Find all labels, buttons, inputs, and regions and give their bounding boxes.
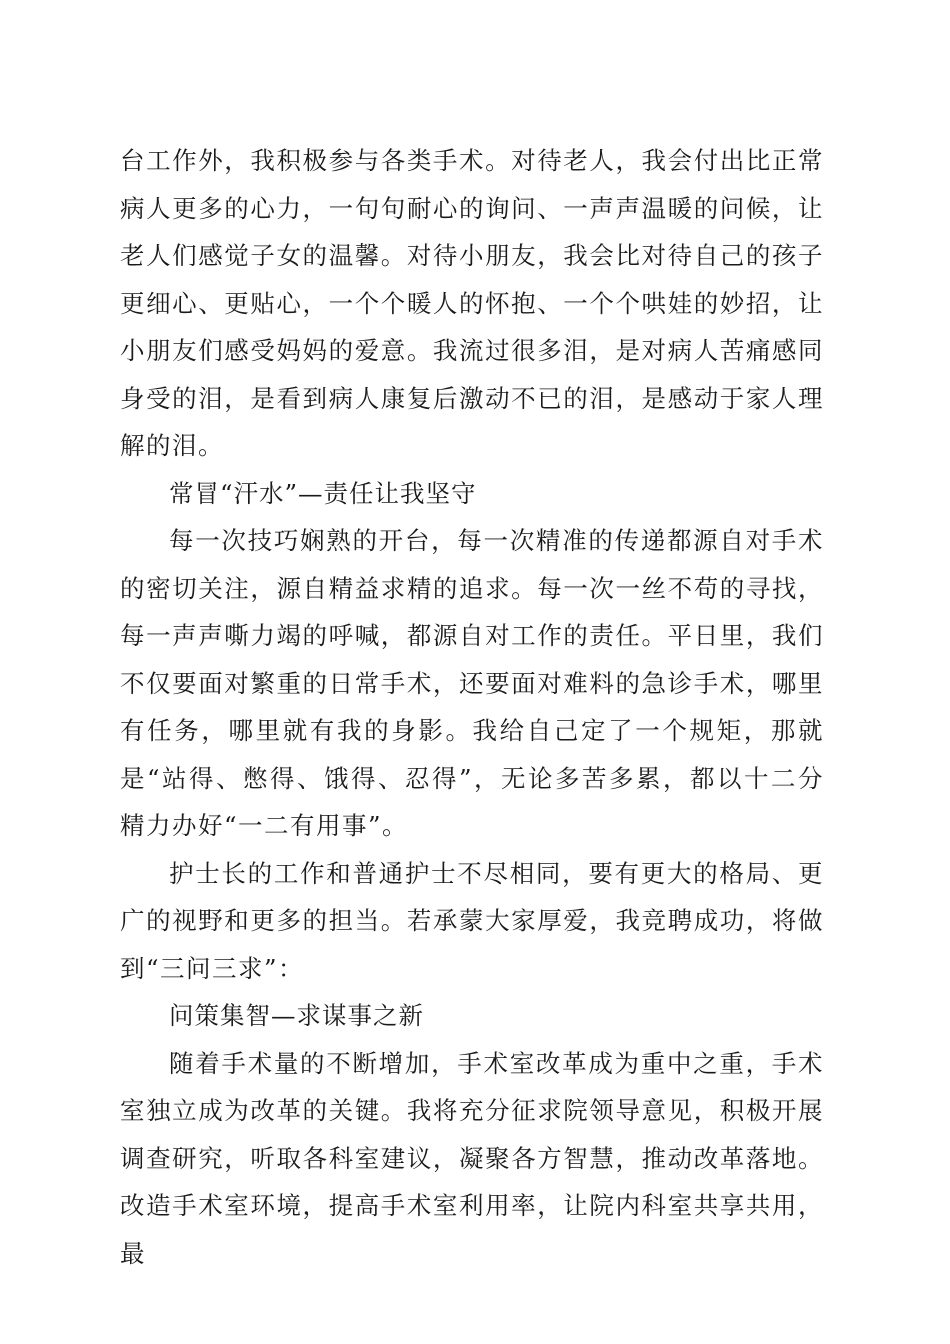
body-paragraph-1: 台工作外，我积极参与各类手术。对待老人，我会付出比正常病人更多的心力，一句句耐心的询问、一声声温暖的问候，让老人们感觉子女的温馨。对待小朋友，我会比对待自己的孩子更细心、更贴心，一个个暖人的怀抱、一个个哄娃的妙招，让小朋友们感受妈妈的爱意。我流过很多泪，是对病人苦痛感同身受的泪，是看到病人康复后激动不已的泪，是感动于家人理解的泪。 <box>120 146 824 460</box>
body-paragraph-4: 随着手术量的不断增加，手术室改革成为重中之重，手术室独立成为改革的关键。我将充分征求院领导意见，积极开展调查研究，听取各科室建议，凝聚各方智慧，推动改革落地。改造手术室环境，提高手术室利用率，让院内科室共享共用，最 <box>120 1048 824 1268</box>
section-heading-wisdom: 问策集智—求谋事之新 <box>169 1001 424 1030</box>
body-paragraph-2: 每一次技巧娴熟的开台，每一次精准的传递都源自对手术的密切关注，源自精益求精的追求。每一次一丝不苟的寻找，每一声声嘶力竭的呼喊，都源自对工作的责任。平日里，我们不仅要面对繁重的日常手术，还要面对难料的急诊手术，哪里有任务，哪里就有我的身影。我给自己定了一个规矩，那就是“站得、憋得、饿得、忍得”，无论多苦多累，都以十二分精力办好“一二有用事”。 <box>120 526 824 840</box>
section-heading-responsibility: 常冒“汗水”—责任让我坚守 <box>169 478 477 508</box>
document-page <box>120 137 824 1277</box>
body-paragraph-3: 护士长的工作和普通护士不尽相同，要有更大的格局、更广的视野和更多的担当。若承蒙大家厚爱，我竞聘成功，将做到“三问三求”： <box>120 858 824 983</box>
